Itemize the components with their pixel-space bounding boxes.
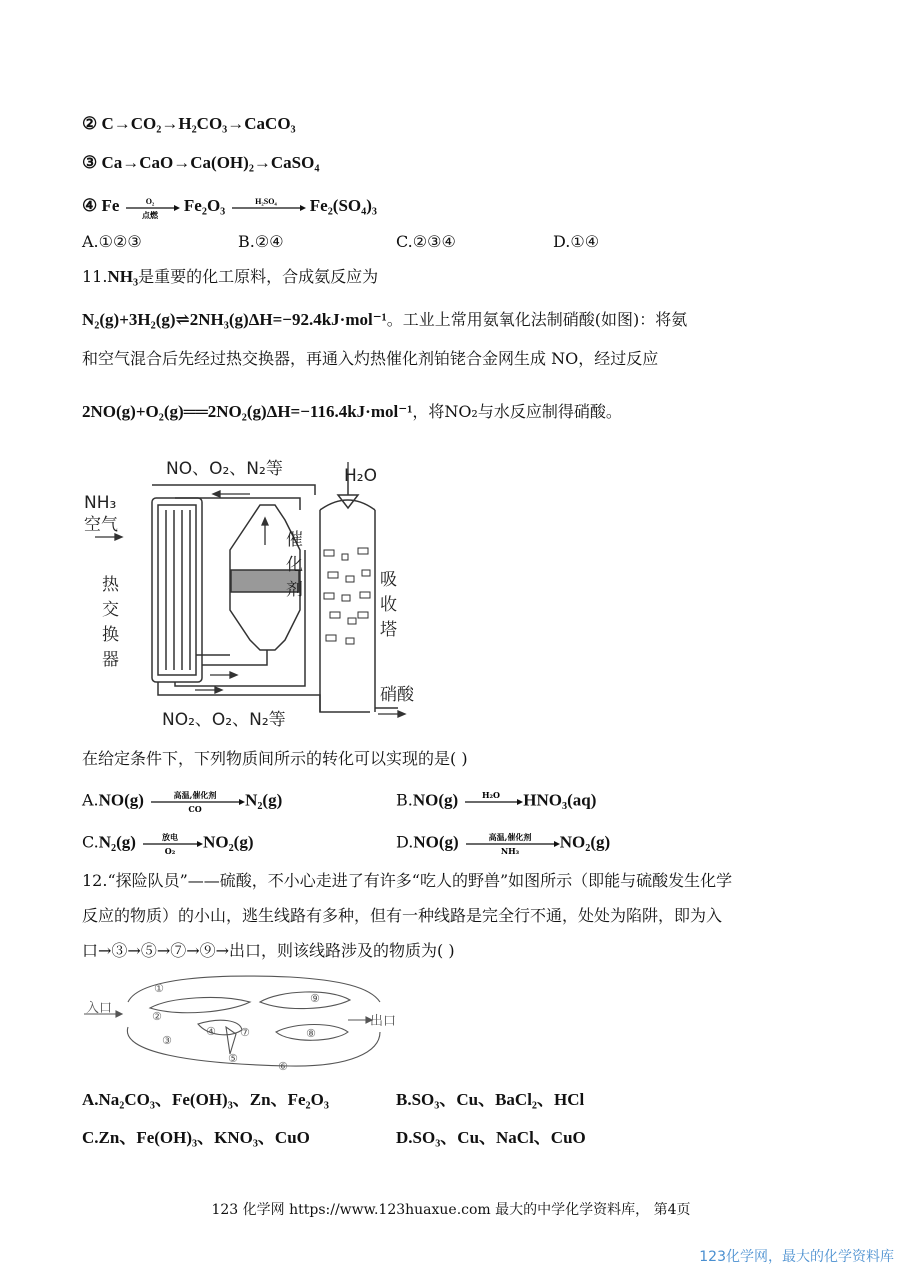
q11-equation-1-line (82, 309, 687, 331)
maze-node-4: ④ (206, 1025, 216, 1038)
arrow-top-o2: O₂ (145, 197, 154, 207)
q11-d-arrow-top: 高温,催化剂 (488, 832, 532, 842)
ammonia-oxidation-diagram (80, 450, 420, 735)
q10-line-2: ② C→CO₂→H₂CO₃→CaCO₃ (82, 114, 296, 133)
diagram-hx-char-3: 换 (102, 625, 119, 645)
q11-b-prefix: B. (396, 790, 413, 810)
q11-a-right: N₂(g) (245, 790, 283, 810)
q12-line-3: 口→③→⑤→⑦→⑨→出口，则该线路涉及的物质为( ) (82, 941, 455, 960)
q11-d-right: NO₂(g) (559, 832, 611, 852)
q10-line-4-fe2o3: Fe₂O₃ (183, 196, 226, 215)
q11-equation-2-line (82, 401, 622, 423)
q11-c-arrow (141, 830, 203, 856)
q11-question: 在给定条件下，下列物质间所示的转化可以实现的是( ) (82, 749, 468, 768)
q12-option-a[interactable]: A.Na₂CO₃、Fe(OH)₃、Zn、Fe₂O₃ (82, 1090, 329, 1109)
q12-line-2: 反应的物质）的小山，逃生线路有多种，但有一种线路是完全行不通，处处为陷阱，即为入 (82, 906, 723, 925)
arrow-top-h2so4: H₂SO₄ (254, 197, 277, 207)
q11-equation-2: 2NO(g)+O₂(g)══2NO₂(g)ΔH=−116.4kJ·mol⁻¹ (82, 402, 413, 421)
q11-c-prefix: C. (82, 832, 99, 852)
q11-a-left: NO(g) (98, 790, 144, 810)
q11-heading-text: 是重要的化工原料，合成氨反应为 (138, 267, 379, 286)
maze-node-3: ③ (162, 1034, 172, 1047)
q11-option-d[interactable] (396, 830, 610, 856)
q10-line-4 (82, 195, 377, 219)
diagram-hx-char-1: 热 (102, 575, 119, 595)
q11-equation-1: N₂(g)+3H₂(g)⇌2NH₃(g)ΔH=−92.4kJ·mol⁻¹ (82, 310, 387, 329)
q11-d-prefix: D. (396, 832, 414, 852)
q12-option-c[interactable]: C.Zn、Fe(OH)₃、KNO₃、CuO (82, 1128, 310, 1147)
diagram-air-label: 空气 (84, 515, 118, 535)
q11-option-a[interactable] (82, 788, 282, 814)
q11-a-arrow-bot: CO (188, 804, 202, 814)
q11-a-arrow (149, 788, 245, 814)
maze-entry-label: 入口 (86, 1001, 113, 1016)
diagram-cat-char-3: 剂 (286, 580, 303, 600)
maze-node-7: ⑦ (240, 1026, 250, 1039)
q11-heading (82, 266, 378, 288)
q11-number: 11. (82, 267, 108, 286)
q11-equation-2-tail: ，将NO₂与水反应制得硝酸。 (412, 402, 622, 421)
arrow-bot-ignite: 点燃 (141, 211, 158, 220)
watermark: 123化学网，最大的化学资料库 (699, 1249, 894, 1265)
diagram-bottom-label: NO₂、O₂、N₂等 (162, 710, 286, 730)
q12-option-b[interactable]: B.SO₃、Cu、BaCl₂、HCl (396, 1090, 585, 1109)
arrow-o2-ignite (124, 195, 180, 219)
diagram-h2o-label: H₂O (344, 466, 377, 486)
q12-line-1: 12.“探险队员”——硫酸，不小心走进了有许多“吃人的野兽”如图所示（即能与硫酸发生化学 (82, 871, 733, 890)
maze-node-5: ⑤ (228, 1052, 238, 1065)
q11-line-2: 和空气混合后先经过热交换器，再通入灼热催化剂铂铑合金网生成 NO，经过反应 (82, 349, 659, 368)
maze-node-2: ② (152, 1010, 162, 1023)
maze-node-1: ① (154, 982, 164, 995)
q11-c-arrow-top: 放电 (162, 832, 179, 842)
maze-node-9: ⑨ (310, 992, 320, 1005)
diagram-nh3-label: NH₃ (84, 493, 117, 513)
page-footer: 123 化学网 https://www.123huaxue.com 最大的中学化学资料库， 第4页 (211, 1202, 691, 1218)
diagram-tower-char-1: 吸 (380, 570, 397, 590)
q12-option-d[interactable]: D.SO₃、Cu、NaCl、CuO (396, 1128, 586, 1147)
q11-b-left: NO(g) (412, 790, 459, 810)
diagram-tower-char-2: 收 (380, 595, 397, 615)
diagram-top-label: NO、O₂、N₂等 (166, 459, 283, 479)
q11-equation-1-tail: 。工业上常用氨氧化法制硝酸(如图)：将氨 (386, 310, 688, 329)
q10-option-d[interactable]: D.①④ (553, 232, 600, 251)
diagram-hx-char-4: 器 (102, 650, 119, 670)
q10-line-4-fe: ④ Fe (82, 196, 120, 215)
q11-c-left: N₂(g) (98, 832, 136, 852)
q10-option-b[interactable]: B.②④ (238, 232, 284, 251)
q11-d-arrow-bot: NH₃ (500, 846, 519, 856)
diagram-cat-char-1: 催 (286, 530, 303, 550)
q11-option-b[interactable] (396, 788, 596, 814)
q10-option-a[interactable]: A.①②③ (82, 232, 142, 251)
q11-b-right: HNO₃(aq) (523, 790, 597, 810)
q11-c-arrow-bot: O₂ (164, 846, 176, 856)
q11-b-arrow (463, 788, 523, 814)
arrow-h2so4 (230, 195, 306, 219)
maze-diagram (80, 972, 410, 1072)
q10-line-3: ③ Ca→CaO→Ca(OH)₂→CaSO₄ (82, 153, 320, 172)
diagram-tower-char-3: 塔 (380, 620, 397, 640)
q11-nh3: NH₃ (107, 267, 139, 286)
q11-a-prefix: A. (82, 790, 99, 810)
q11-option-c[interactable] (82, 830, 253, 856)
maze-node-8: ⑧ (306, 1027, 316, 1040)
q10-option-c[interactable]: C.②③④ (396, 232, 456, 251)
q11-d-arrow (464, 830, 560, 856)
diagram-acid-label: 硝酸 (380, 685, 414, 705)
maze-node-6: ⑥ (278, 1060, 288, 1072)
q11-a-arrow-top: 高温,催化剂 (173, 790, 217, 800)
maze-exit-label: 出口 (370, 1014, 397, 1029)
diagram-hx-char-2: 交 (102, 600, 119, 620)
q11-c-right: NO₂(g) (203, 832, 254, 852)
q10-line-4-fe2so43: Fe₂(SO₄)₃ (309, 196, 378, 215)
q11-d-left: NO(g) (413, 832, 459, 852)
q11-b-arrow-top: H₂O (482, 790, 501, 800)
diagram-cat-char-2: 化 (286, 555, 303, 575)
